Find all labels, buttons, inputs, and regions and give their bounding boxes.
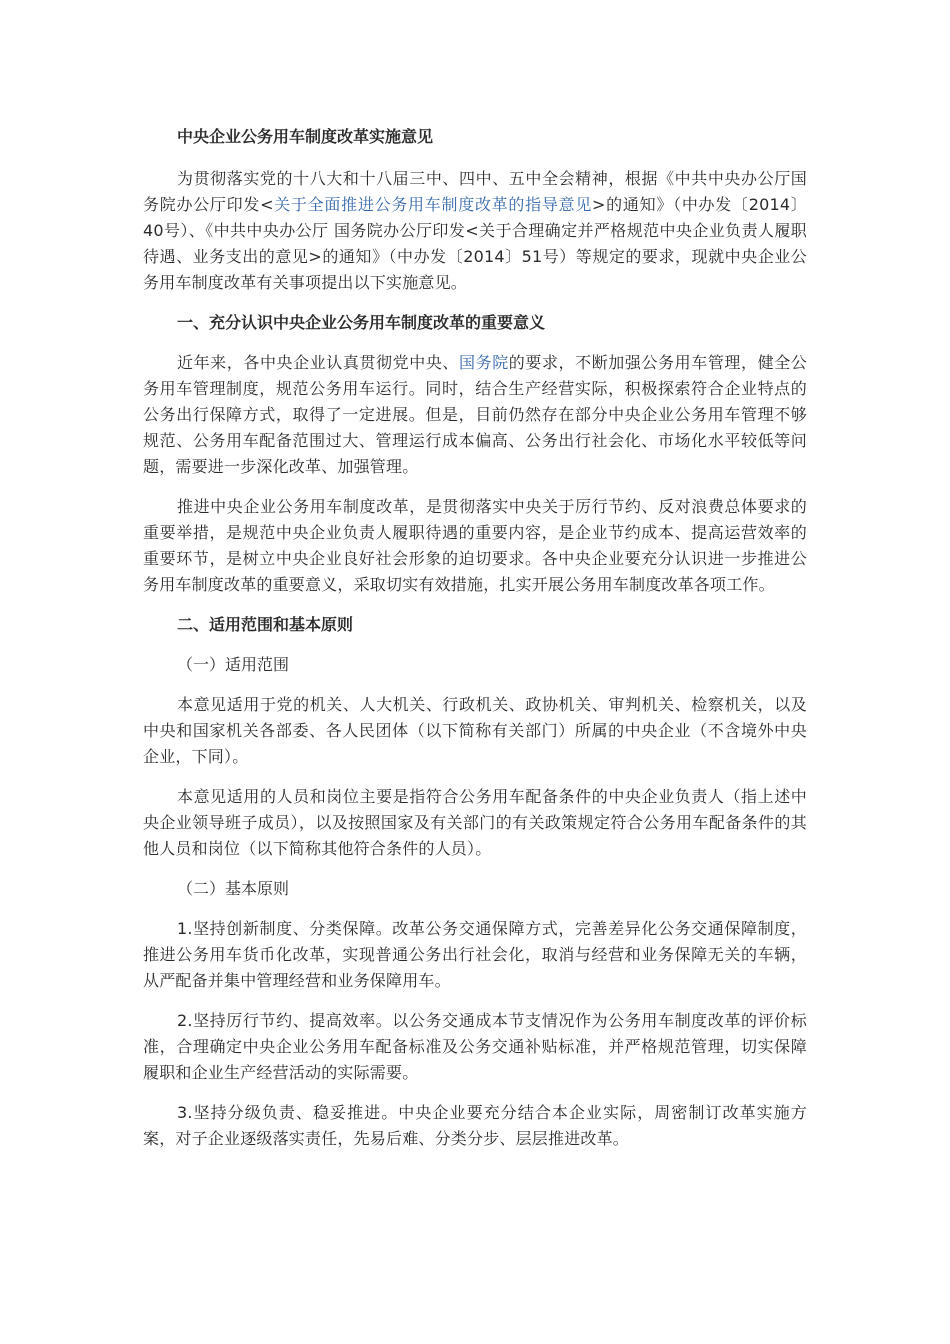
state-council-link[interactable]: 国务院	[459, 353, 509, 372]
scope-subheading: （一）适用范围	[177, 655, 290, 674]
guidance-opinion-link[interactable]: 关于全面推进公务用车制度改革的指导意见	[273, 195, 593, 214]
principles-subheading: （二）基本原则	[177, 879, 290, 898]
section1-p1-text-1: 近年来，各中央企业认真贯彻党中央、	[177, 353, 460, 372]
principle-3: 3.坚持分级负责、稳妥推进。中央企业要充分结合本企业实际，周密制订改革实施方案，对子企业逐级落实责任，先易后难、分类分步、层层推进改革。	[143, 1103, 807, 1148]
intro-text-2: >的通知》（中办发〔2014〕40号）、《中共中央办公厅 国务院办公厅印发<关于合理确定并严格规范中央企业负责人履职待遇、业务支出的意见>的通知》（中办发〔2014〕51号）等规定的要求，现就中央企业公务用车制度改革有关事项提出以下实施意见。	[143, 195, 807, 292]
principle-1: 1.坚持创新制度、分类保障。改革公务交通保障方式，完善差异化公务交通保障制度，推进公务用车货币化改革，实现普通公务出行社会化，取消与经营和业务保障无关的车辆，从严配备并集中管理经营和业务保障用车。	[143, 919, 807, 990]
scope-paragraph-1: 本意见适用于党的机关、人大机关、行政机关、政协机关、审判机关、检察机关，以及中央和国家机关各部委、各人民团体（以下简称有关部门）所属的中央企业（不含境外中央企业，下同）。	[143, 695, 807, 766]
section2-heading: 二、适用范围和基本原则	[177, 615, 354, 634]
document-page	[143, 124, 807, 1166]
intro-paragraph	[143, 166, 807, 296]
section1-heading: 一、充分认识中央企业公务用车制度改革的重要意义	[177, 313, 546, 332]
section1-paragraph-1	[143, 350, 807, 480]
principle-2: 2.坚持厉行节约、提高效率。以公务交通成本节支情况作为公务用车制度改革的评价标准，合理确定中央企业公务用车配备标准及公务交通补贴标准，并严格规范管理，切实保障履职和企业生产经营活动的实际需要。	[143, 1011, 807, 1082]
section1-paragraph-2: 推进中央企业公务用车制度改革，是贯彻落实中央关于厉行节约、反对浪费总体要求的重要举措，是规范中央企业负责人履职待遇的重要内容，是企业节约成本、提高运营效率的重要环节，是树立中央企业良好社会形象的迫切要求。各中央企业要充分认识进一步推进公务用车制度改革的重要意义，采取切实有效措施，扎实开展公务用车制度改革各项工作。	[143, 497, 807, 594]
section1-p1-text-2: 的要求，不断加强公务用车管理，健全公务用车管理制度，规范公务用车运行。同时，结合生产经营实际，积极探索符合企业特点的公务出行保障方式，取得了一定进展。但是，目前仍然存在部分中央企业公务用车管理不够规范、公务用车配备范围过大、管理运行成本偏高、公务出行社会化、市场化水平较低等问题，需要进一步深化改革、加强管理。	[143, 353, 807, 476]
document-title: 中央企业公务用车制度改革实施意见	[177, 127, 434, 146]
scope-paragraph-2: 本意见适用的人员和岗位主要是指符合公务用车配备条件的中央企业负责人（指上述中央企业领导班子成员），以及按照国家及有关部门的有关政策规定符合公务用车配备条件的其他人员和岗位（以下简称其他符合条件的人员）。	[143, 787, 807, 858]
intro-text-1: 为贯彻落实党的十八大和十八届三中、四中、五中全会精神，根据《中共中央办公厅国务院办公厅印发<	[143, 169, 807, 214]
